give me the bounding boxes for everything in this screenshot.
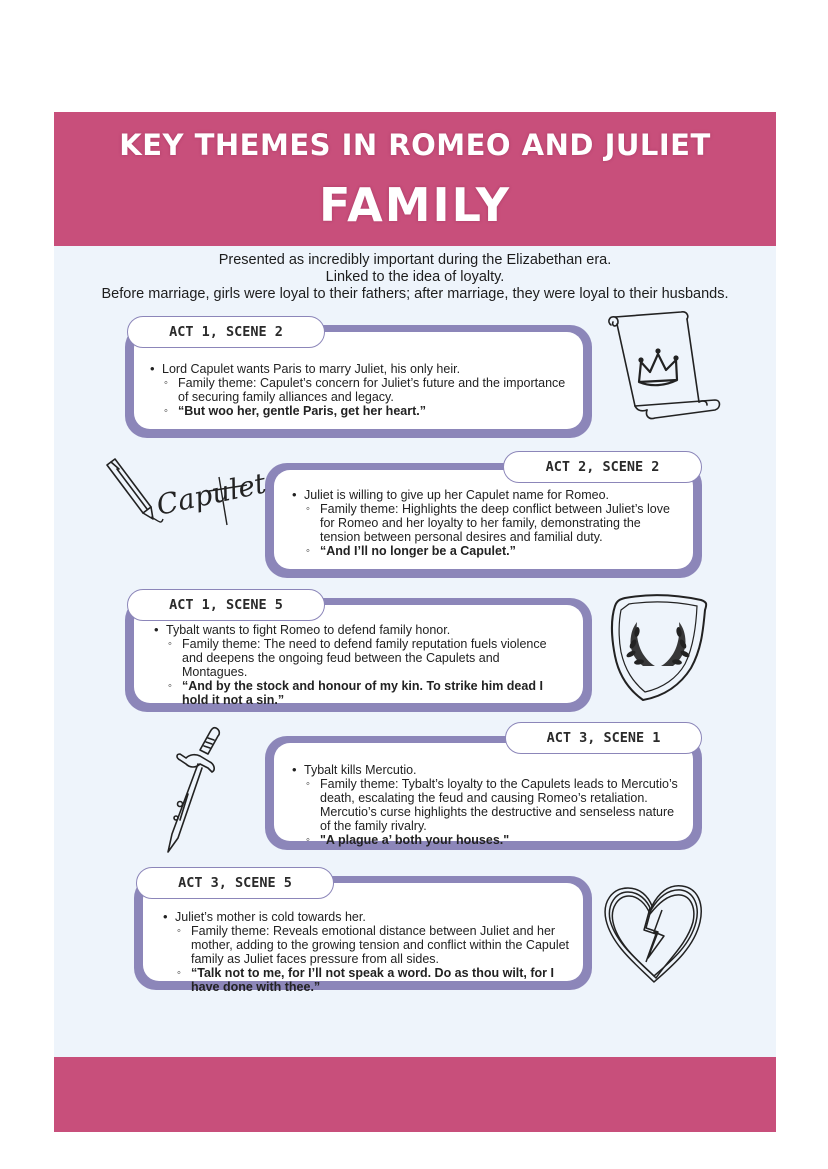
scene-label: ACT 3, SCENE 1 bbox=[505, 722, 702, 754]
scene-card-body bbox=[274, 470, 693, 569]
scene-label: ACT 1, SCENE 5 bbox=[127, 589, 325, 621]
scene-event: • Lord Capulet wants Paris to marry Juliet, his only heir. bbox=[148, 362, 567, 376]
scene-event: • Tybalt wants to fight Romeo to defend family honor. bbox=[152, 623, 567, 637]
page-subtitle: FAMILY bbox=[318, 178, 512, 232]
scene-event: • Juliet’s mother is cold towards her. bbox=[161, 910, 569, 924]
signature-text: Capulet bbox=[153, 466, 269, 522]
scroll-crown-icon bbox=[603, 310, 723, 430]
dagger-icon bbox=[158, 724, 228, 864]
scene-quote: ◦ “And I’ll no longer be a Capulet.” bbox=[290, 544, 681, 558]
broken-heart-icon bbox=[598, 878, 708, 990]
scene-card-body bbox=[274, 743, 693, 847]
page-title: KEY THEMES IN ROMEO AND JULIET bbox=[119, 128, 711, 162]
scene-theme: ◦ Family theme: Highlights the deep conflict between Juliet’s love for Romeo and her loyalty to her family, demonstrating the tension between personal desires and familial duty. bbox=[290, 502, 681, 544]
scene-label: ACT 1, SCENE 2 bbox=[127, 316, 325, 348]
pen-signature-icon bbox=[101, 455, 269, 535]
intro-line: Linked to the idea of loyalty. bbox=[325, 269, 505, 285]
scene-event: • Juliet is willing to give up her Capulet name for Romeo. bbox=[290, 488, 681, 502]
scene-quote: ◦ "A plague a’ both your houses." bbox=[290, 833, 681, 847]
intro-line: Before marriage, girls were loyal to their fathers; after marriage, they were loyal to their husbands. bbox=[101, 286, 729, 302]
scene-theme: ◦ Family theme: The need to defend family reputation fuels violence and deepens the ongoing feud between the Capulets and Montagues. bbox=[152, 637, 567, 679]
scene-quote: ◦ “Talk not to me, for I’ll not speak a word. Do as thou wilt, for I have done with thee.” bbox=[161, 966, 569, 994]
scene-quote: ◦ “And by the stock and honour of my kin. To strike him dead I hold it not a sin.” bbox=[152, 679, 567, 707]
intro-text bbox=[54, 252, 776, 303]
header-banner bbox=[54, 112, 776, 246]
scene-label: ACT 3, SCENE 5 bbox=[136, 867, 334, 899]
scene-label: ACT 2, SCENE 2 bbox=[503, 451, 702, 483]
scene-theme: ◦ Family theme: Capulet’s concern for Juliet’s future and the importance of securing family alliances and legacy. bbox=[148, 376, 567, 404]
intro-line: Presented as incredibly important during the Elizabethan era. bbox=[218, 252, 612, 268]
footer-banner bbox=[54, 1057, 776, 1132]
scene-quote: ◦ “But woo her, gentle Paris, get her heart.” bbox=[148, 404, 567, 418]
scene-theme: ◦ Family theme: Reveals emotional distance between Juliet and her mother, adding to the growing tension and conflict within the Capulet family as Juliet faces pressure from all sides. bbox=[161, 924, 569, 966]
shield-laurel-icon bbox=[603, 592, 713, 704]
scene-event: • Tybalt kills Mercutio. bbox=[290, 763, 681, 777]
scene-theme: ◦ Family theme: Tybalt’s loyalty to the Capulets leads to Mercutio’s death, escalating the feud and causing Romeo’s retaliation. Mercutio’s curse highlights the destructive and senseless nature of the family rivalry. bbox=[290, 777, 681, 833]
